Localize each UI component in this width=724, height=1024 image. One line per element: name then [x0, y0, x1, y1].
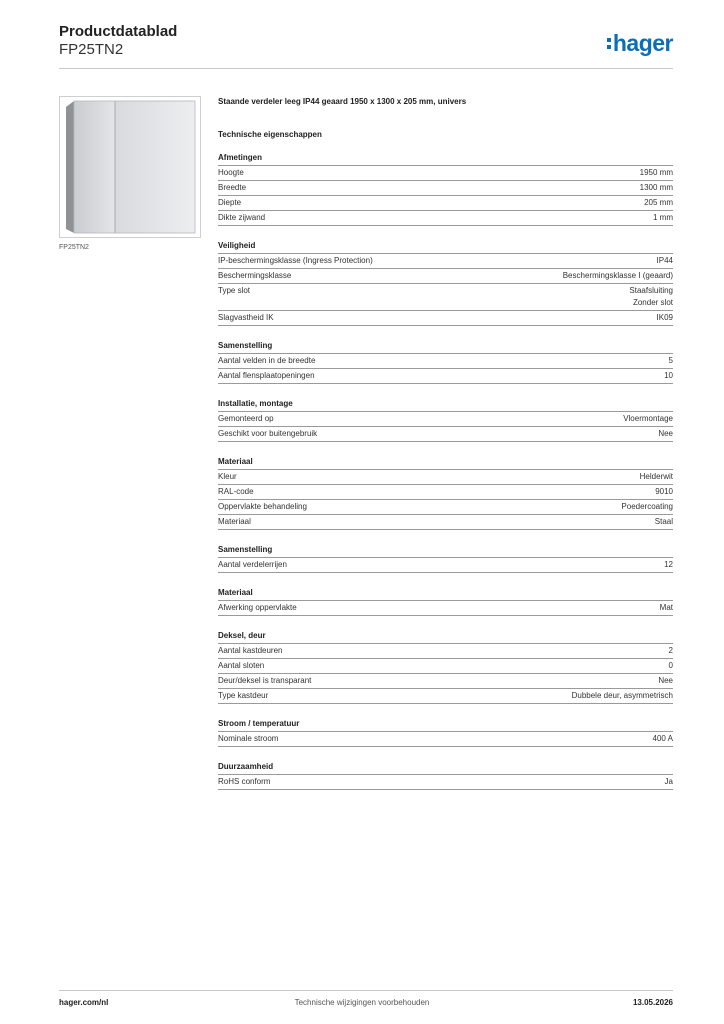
spec-value [669, 645, 673, 657]
spec-value-line: Staal [654, 517, 673, 526]
section-title: Samenstelling [218, 544, 673, 558]
spec-value [629, 285, 673, 309]
spec-row [218, 732, 673, 747]
logo-text: hager [612, 29, 673, 56]
tech-properties-title: Technische eigenschappen [218, 130, 322, 139]
spec-row [218, 254, 673, 269]
section-title: Veiligheid [218, 240, 673, 254]
spec-label: Kleur [218, 472, 237, 481]
spec-content [218, 96, 673, 790]
product-image [59, 96, 201, 238]
spec-section [218, 544, 673, 573]
spec-label: Hoogte [218, 168, 244, 177]
spec-value [669, 355, 673, 367]
spec-value [655, 486, 673, 498]
spec-value-line: Staafsluiting [629, 286, 673, 295]
spec-label: Aantal sloten [218, 661, 265, 670]
spec-row [218, 558, 673, 573]
spec-section [218, 718, 673, 747]
spec-value [665, 776, 673, 788]
spec-label: RAL-code [218, 487, 254, 496]
spec-value [563, 270, 673, 282]
spec-value-line: 5 [668, 356, 673, 365]
spec-value [658, 428, 673, 440]
spec-label: Aantal velden in de breedte [218, 356, 316, 365]
spec-row [218, 689, 673, 704]
section-title: Materiaal [218, 587, 673, 601]
spec-section [218, 630, 673, 704]
footer-date: 13.05.2026 [632, 998, 673, 1007]
spec-value [640, 182, 673, 194]
spec-label: IP-beschermingsklasse (Ingress Protection) [218, 256, 373, 265]
spec-row [218, 412, 673, 427]
spec-row [218, 269, 673, 284]
spec-value-line: 2 [668, 646, 673, 655]
spec-section [218, 398, 673, 442]
spec-label: Beschermingsklasse [218, 271, 292, 280]
spec-row [218, 485, 673, 500]
header-divider [59, 68, 673, 69]
spec-value [640, 167, 673, 179]
spec-value-line: 1 mm [653, 213, 673, 222]
spec-row [218, 311, 673, 326]
spec-row [218, 369, 673, 384]
spec-label: Geschikt voor buitengebruik [218, 429, 318, 438]
spec-label: Aantal flensplaatopeningen [218, 371, 315, 380]
spec-value [660, 602, 673, 614]
spec-section [218, 240, 673, 326]
spec-label: RoHS conform [218, 777, 271, 786]
spec-row [218, 166, 673, 181]
spec-row [218, 181, 673, 196]
spec-value-line: 12 [664, 560, 673, 569]
spec-value [621, 501, 673, 513]
spec-value-line: Nee [658, 676, 673, 685]
spec-value-line: Nee [658, 429, 673, 438]
spec-row [218, 354, 673, 369]
spec-value [653, 212, 673, 224]
spec-row [218, 601, 673, 616]
section-title: Materiaal [218, 456, 673, 470]
spec-label: Type slot [218, 286, 251, 295]
spec-label: Breedte [218, 183, 247, 192]
spec-row [218, 659, 673, 674]
spec-section [218, 456, 673, 530]
spec-value [664, 559, 673, 571]
spec-label: Nominale stroom [218, 734, 279, 743]
spec-value-line: 9010 [655, 487, 673, 496]
spec-row [218, 211, 673, 226]
spec-section [218, 340, 673, 384]
image-caption: FP25TN2 [59, 244, 89, 251]
spec-section [218, 152, 673, 226]
spec-label: Aantal kastdeuren [218, 646, 283, 655]
footer-notice: Technische wijzigingen voorbehouden [294, 998, 430, 1007]
spec-value [657, 255, 673, 267]
spec-value-line: Ja [664, 777, 673, 786]
footer-website: hager.com/nl [59, 998, 109, 1007]
section-title: Duurzaamheid [218, 761, 673, 775]
spec-value-line: 205 mm [644, 198, 673, 207]
section-title: Afmetingen [218, 152, 673, 166]
spec-label: Materiaal [218, 517, 251, 526]
spec-value-line: IK09 [656, 313, 673, 322]
spec-section [218, 761, 673, 790]
spec-value [658, 675, 673, 687]
spec-label: Type kastdeur [218, 691, 269, 700]
spec-row [218, 284, 673, 311]
section-title: Samenstelling [218, 340, 673, 354]
spec-value-line: IP44 [656, 256, 673, 265]
cabinet-illustration-icon [60, 97, 200, 237]
spec-row [218, 470, 673, 485]
spec-row [218, 196, 673, 211]
spec-value [669, 660, 673, 672]
logo-mark-icon [607, 38, 611, 49]
spec-value-line: Helderwit [639, 472, 673, 481]
section-title: Installatie, montage [218, 398, 673, 412]
spec-row [218, 427, 673, 442]
spec-value-line: 0 [668, 661, 673, 670]
footer-divider [59, 990, 673, 991]
spec-value-line: 400 A [652, 734, 673, 743]
spec-value-line: Zonder slot [632, 298, 673, 307]
spec-label: Aantal verdelerrijen [218, 560, 287, 569]
spec-value-line: Dubbele deur, asymmetrisch [571, 691, 673, 700]
spec-value [664, 370, 673, 382]
spec-value-line: Poedercoating [621, 502, 673, 511]
spec-value-line: Beschermingsklasse I (geaard) [562, 271, 673, 280]
spec-value-line: 1950 mm [639, 168, 673, 177]
spec-label: Diepte [218, 198, 242, 207]
spec-section [218, 587, 673, 616]
spec-label: Oppervlakte behandeling [218, 502, 307, 511]
spec-label: Slagvastheid IK [218, 313, 274, 322]
spec-value-line: Mat [659, 603, 673, 612]
spec-row [218, 500, 673, 515]
spec-row [218, 515, 673, 530]
spec-label: Deur/deksel is transparant [218, 676, 312, 685]
spec-value [655, 516, 673, 528]
spec-value-line: 1300 mm [639, 183, 673, 192]
product-description: Staande verdeler leeg IP44 geaard 1950 x 1300 x 205 mm, univers [218, 97, 467, 106]
section-title: Stroom / temperatuur [218, 718, 673, 732]
spec-label: Afwerking oppervlakte [218, 603, 297, 612]
spec-sections [218, 152, 673, 790]
document-title: Productdatablad [59, 23, 178, 40]
product-code: FP25TN2 [59, 41, 124, 58]
page-header [59, 20, 673, 68]
spec-label: Dikte zijwand [218, 213, 266, 222]
spec-value [640, 471, 673, 483]
spec-value-line: 10 [664, 371, 673, 380]
spec-value [572, 690, 673, 702]
hager-logo [607, 28, 673, 58]
spec-row [218, 644, 673, 659]
spec-value [644, 197, 673, 209]
section-title: Deksel, deur [218, 630, 673, 644]
spec-value [653, 733, 673, 745]
spec-row [218, 775, 673, 790]
spec-value [623, 413, 673, 425]
spec-value [657, 312, 673, 324]
spec-row [218, 674, 673, 689]
spec-label: Gemonteerd op [218, 414, 274, 423]
spec-value-line: Vloermontage [623, 414, 673, 423]
